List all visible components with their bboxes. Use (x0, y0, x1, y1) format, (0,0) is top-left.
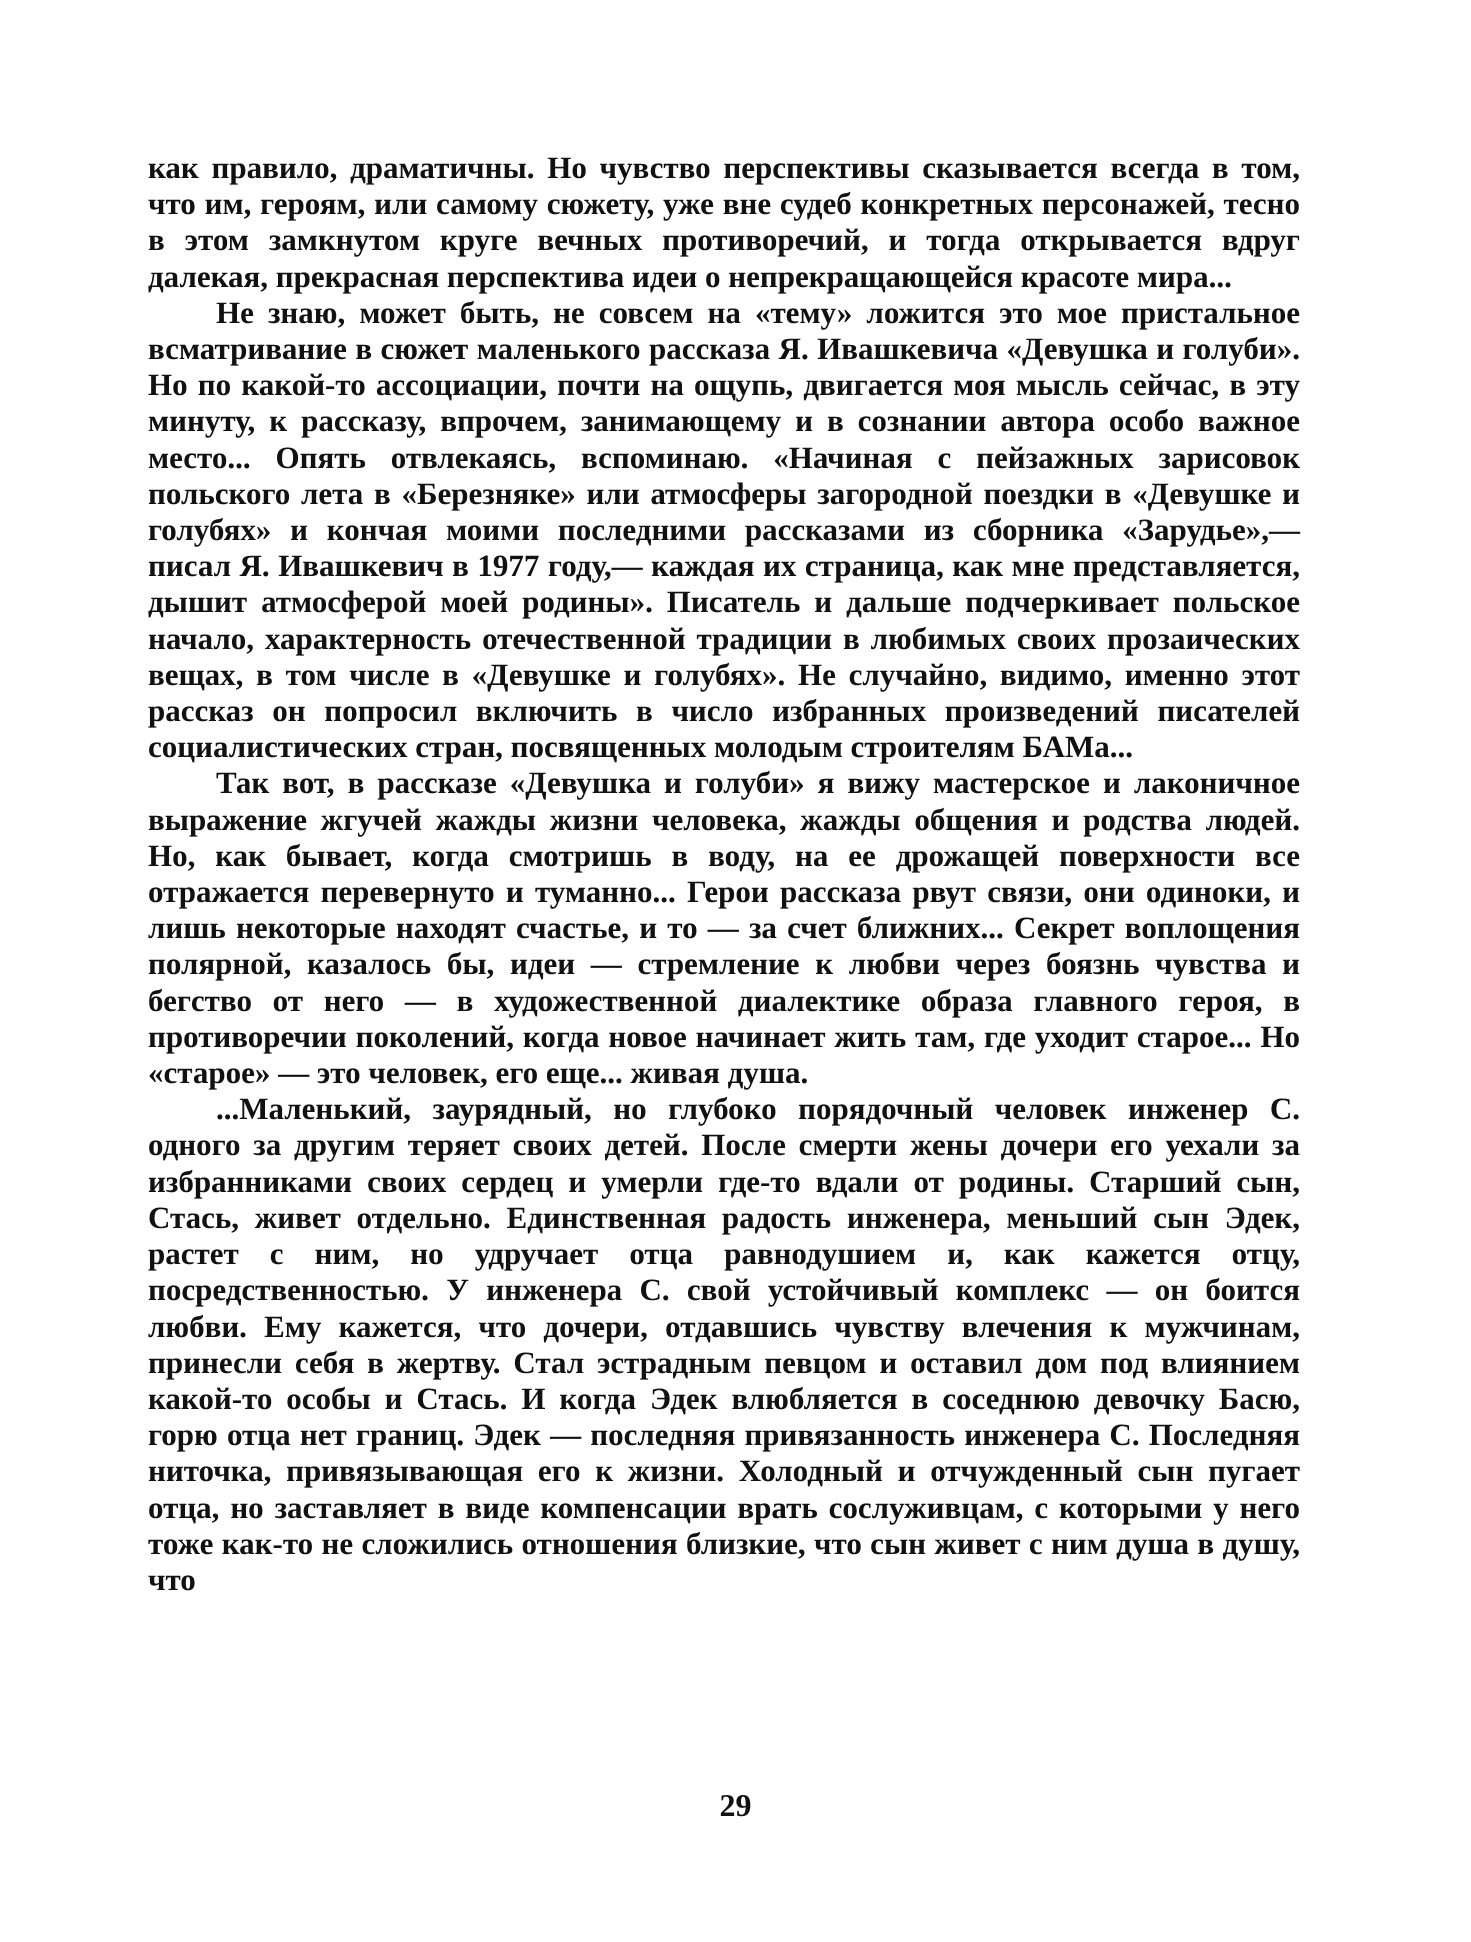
page-body (148, 150, 1300, 1598)
page-number: 29 (719, 1787, 752, 1823)
paragraph-iwaszkiewicz: Не знаю, может быть, не совсем на «тему» ложится это мое пристальное всматривание в сюжет маленького рассказа Я. Ивашкевича «Девушка и голуби». Но по какой-то ассоциации, почти на ощупь, двигается моя мысль сейчас, в эту минуту, к рассказу, впрочем, занимающему и в сознании автора особо важное место... Опять отвлекаясь, вспоминаю. «Начиная с пейзажных зарисовок польского лета в «Березняке» или атмосферы загородной поездки в «Девушке и голубях» и кончая моими последними рассказами из сборника «Зарудье»,— писал Я. Ивашкевич в 1977 году,— каждая их страница, как мне представляется, дышит атмосферой моей родины». Писатель и дальше подчеркивает польское начало, характерность отечественной традиции в любимых своих прозаических вещах, в том числе в «Девушке и голубях». Не случайно, видимо, именно этот рассказ он попросил включить в число избранных произведений писателей социалистических стран, посвященных молодым строителям БАМа... (148, 294, 1300, 765)
paragraph-story-analysis: Так вот, в рассказе «Девушка и голуби» я вижу мастерское и лаконичное выражение жгучей жажды жизни человека, жажды общения и родства людей. Но, как бывает, когда смотришь в воду, на ее дрожащей поверхности все отражается перевернуто и туманно... Герои рассказа рвут связи, они одиноки, и лишь некоторые находят счастье, и то — за счет ближних... Секрет воплощения полярной, казалось бы, идеи — стремление к любви через боязнь чувства и бегство от него — в художественной диалектике образа главного героя, в противоречии поколений, когда новое начинает жить там, где уходит старое... Но «старое» — это человек, его еще... живая душа. (148, 765, 1300, 1091)
paragraph-engineer: ...Маленький, заурядный, но глубоко порядочный человек инженер С. одного за другим теряет своих детей. После смерти жены дочери его уехали за избранниками своих сердец и умерли где-то вдали от родины. Старший сын, Стась, живет отдельно. Единственная радость инженера, меньший сын Эдек, растет с ним, но удручает отца равнодушием и, как кажется отцу, посредственностью. У инженера С. свой устойчивый комплекс — он боится любви. Ему кажется, что дочери, отдавшись чувству влечения к мужчинам, принесли себя в жертву. Стал эстрадным певцом и оставил дом под влиянием какой-то особы и Стась. И когда Эдек влюбляется в соседнюю девочку Басю, горю отца нет границ. Эдек — последняя привязанность инженера С. Последняя ниточка, привязывающая его к жизни. Холодный и отчужденный сын пугает отца, но заставляет в виде компенсации врать сослуживцам, с которыми у него тоже как-то не сложились отношения близкие, что сын живет с ним душа в душу, что (148, 1091, 1300, 1597)
paragraph-continuation: как правило, драматичны. Но чувство перспективы сказывается всегда в том, что им, героям, или самому сюжету, уже вне судеб конкретных персонажей, тесно в этом замкнутом круге вечных противоречий, и тогда открывается вдруг далекая, прекрасная перспектива идеи о непрекращающейся красоте мира... (148, 150, 1300, 294)
